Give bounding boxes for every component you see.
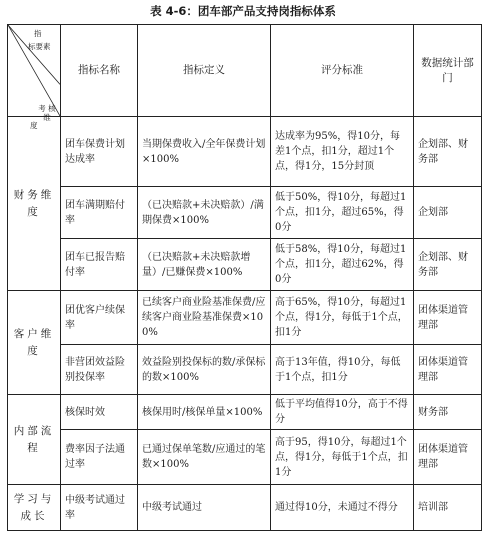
corner-label-top2: 标要素 xyxy=(28,42,51,51)
indicator-criteria: 低于50%，得10分，每超过1个点，扣1分，超过65%，得0分 xyxy=(271,187,414,239)
header-department: 数据统计部门 xyxy=(414,25,482,117)
indicator-name: 团车保费计划达成率 xyxy=(61,117,138,187)
indicator-criteria: 高于65%，得10分，每超过1个点，得1分，每低于1个点，扣1分 xyxy=(271,291,414,345)
indicator-definition: （已决赔款+未决赔款）/满期保费×100% xyxy=(138,187,271,239)
indicator-department: 团体渠道管理部 xyxy=(414,430,482,485)
corner-cell xyxy=(8,25,61,130)
indicator-department: 财务部 xyxy=(414,395,482,430)
table-row xyxy=(8,239,482,291)
table-row xyxy=(8,345,482,395)
indicator-definition: 已通过保单笔数/应通过的笔数×100% xyxy=(138,430,271,485)
indicator-definition: 当期保费收入/全年保费计划×100% xyxy=(138,117,271,187)
indicator-definition: 效益险别投保标的数/承保标的数×100% xyxy=(138,345,271,395)
dimension-customer: 客户维度 xyxy=(8,291,61,395)
table-title: 表 4-6：团车部产品支持岗指标体系 xyxy=(150,4,336,18)
indicator-criteria: 通过得10分，未通过不得分 xyxy=(271,485,414,531)
indicator-name: 核保时效 xyxy=(61,395,138,430)
table-row xyxy=(8,291,482,345)
table-row xyxy=(8,485,482,531)
corner-diagonal-lines xyxy=(8,25,60,116)
indicator-criteria: 低于58%，得10分，每超过1个点，扣1分，超过62%，得0分 xyxy=(271,239,414,291)
dimension-internal-process: 内部流程 xyxy=(8,395,61,485)
indicator-name: 非营团效益险别投保率 xyxy=(61,345,138,395)
indicator-department: 团体渠道管理部 xyxy=(414,291,482,345)
indicator-definition: 已续客户商业险基准保费/应续客户商业险基准保费×100% xyxy=(138,291,271,345)
dimension-financial: 财务维度 xyxy=(8,117,61,291)
indicator-name: 费率因子法通过率 xyxy=(61,430,138,485)
indicator-name: 团车已报告赔付率 xyxy=(61,239,138,291)
indicator-table xyxy=(7,24,482,531)
indicator-definition: 中级考试通过 xyxy=(138,485,271,531)
table-row xyxy=(8,395,482,430)
header-criteria: 评分标准 xyxy=(271,25,414,117)
header-row xyxy=(8,25,482,117)
table-row xyxy=(8,117,482,187)
indicator-name: 团车满期赔付率 xyxy=(61,187,138,239)
indicator-name: 团优客户续保率 xyxy=(61,291,138,345)
indicator-department: 团体渠道管理部 xyxy=(414,345,482,395)
indicator-department: 培训部 xyxy=(414,485,482,531)
header-definition: 指标定义 xyxy=(138,25,271,117)
indicator-department: 企划部、财务部 xyxy=(414,239,482,291)
dimension-learning-growth: 学习与成长 xyxy=(8,485,61,531)
indicator-definition: 核保用时/核保单量×100% xyxy=(138,395,271,430)
indicator-name: 中级考试通过率 xyxy=(61,485,138,531)
indicator-criteria: 达成率为95%，得10分，每差1个点，扣1分，超过1个点，得1分，15分封顶 xyxy=(271,117,414,187)
indicator-criteria: 高于13年值，得10分，每低于1个点，扣1分 xyxy=(271,345,414,395)
indicator-department: 企划部 xyxy=(414,187,482,239)
indicator-definition: （已决赔款+未决赔款增量）/已赚保费×100% xyxy=(138,239,271,291)
corner-label-mid: 考 核 维 xyxy=(38,104,56,122)
table-row xyxy=(8,430,482,485)
corner-label-top: 指 xyxy=(34,29,42,38)
corner-label-bottom: 度 xyxy=(30,121,38,130)
indicator-criteria: 低于平均值得10分，高于不得分 xyxy=(271,395,414,430)
header-name: 指标名称 xyxy=(61,25,138,117)
table-row xyxy=(8,187,482,239)
indicator-department: 企划部、财务部 xyxy=(414,117,482,187)
indicator-criteria: 高于95，得10分，每超过1个点，得1分，每低于1个点，扣1分 xyxy=(271,430,414,485)
